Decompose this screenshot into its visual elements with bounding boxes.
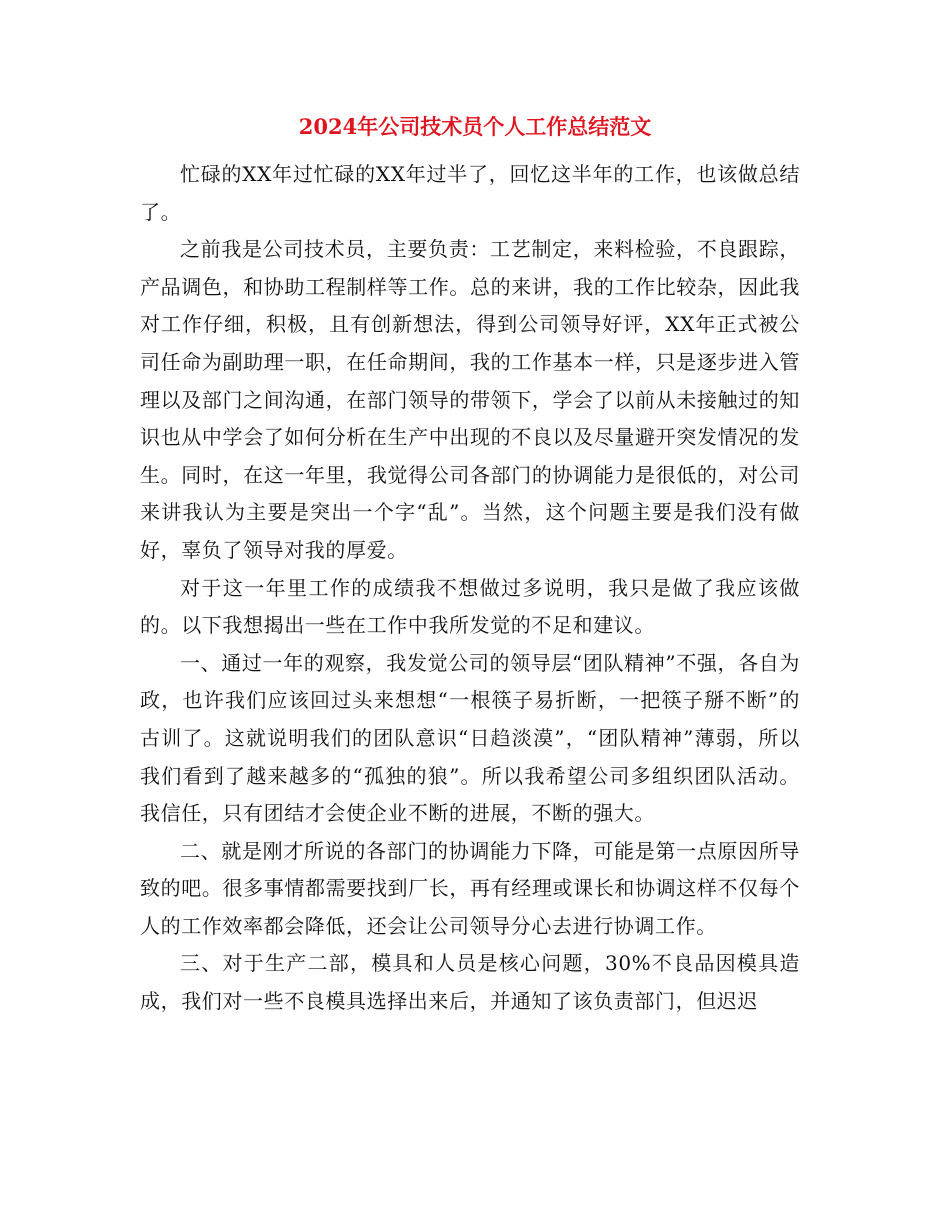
paragraph-summary: 对于这一年里工作的成绩我不想做过多说明，我只是做了我应该做的。以下我想揭出一些在工作中我所发觉的不足和建议。 (140, 575, 800, 638)
paragraph-point-three: 三、对于生产二部，模具和人员是核心问题，30%不良品因模具造成，我们对一些不良模具选择出来后，并通知了该负责部门，但迟迟 (140, 951, 800, 1014)
document-title: 2024年公司技术员个人工作总结范文 (298, 114, 652, 139)
paragraph-role: 之前我是公司技术员，主要负责：工艺制定，来料检验，不良跟踪，产品调色，和协助工程制样等工作。总的来讲，我的工作比较杂，因此我对工作仔细，积极，且有创新想法，得到公司领导好评，XX年正式被公司任命为副助理一职，在任命期间，我的工作基本一样，只是逐步进入管理以及部门之间沟通，在部门领导的带领下，学会了以前从未接触过的知识也从中学会了如何分析在生产中出现的不良以及尽量避开突发情况的发生。同时，在这一年里，我觉得公司各部门的协调能力是很低的，对公司来讲我认为主要是突出一个字“乱”。当然，这个问题主要是我们没有做好，辜负了领导对我的厚爱。 (140, 237, 800, 562)
paragraph-point-two: 二、就是刚才所说的各部门的协调能力下降，可能是第一点原因所导致的吧。很多事情都需要找到厂长，再有经理或课长和协调这样不仅每个人的工作效率都会降低，还会让公司领导分心去进行协调工作。 (140, 838, 800, 938)
document-body (140, 156, 800, 1021)
paragraph-point-one: 一、通过一年的观察，我发觉公司的领导层“团队精神”不强，各自为政，也许我们应该回过头来想想“一根筷子易折断，一把筷子掰不断”的古训了。这就说明我们的团队意识“日趋淡漠”，“团队精神”薄弱，所以我们看到了越来越多的“孤独的狼”。所以我希望公司多组织团队活动。我信任，只有团结才会使企业不断的进展，不断的强大。 (140, 650, 800, 826)
paragraph-intro: 忙碌的XX年过忙碌的XX年过半了，回忆这半年的工作，也该做总结了。 (140, 162, 800, 224)
